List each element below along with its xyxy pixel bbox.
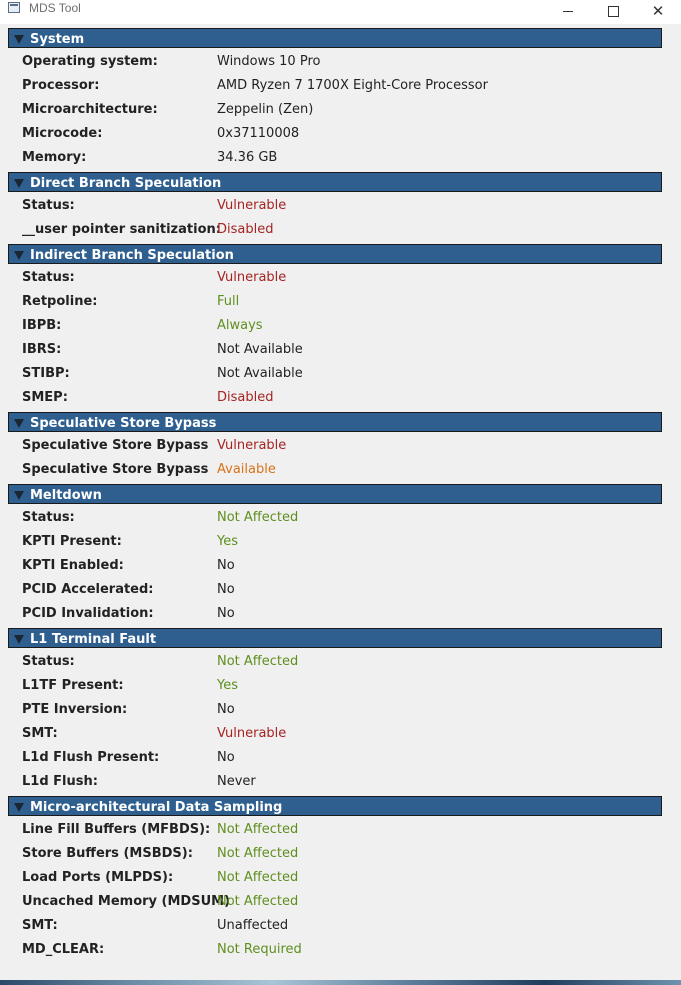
row-value: Available: [217, 462, 276, 477]
row-value: Windows 10 Pro: [217, 54, 321, 69]
row-value: Vulnerable: [217, 198, 287, 213]
collapse-arrow-icon[interactable]: [14, 179, 24, 188]
row-value: Not Affected: [217, 654, 299, 669]
collapse-arrow-icon[interactable]: [14, 635, 24, 644]
info-row: [0, 602, 681, 626]
section-header-1[interactable]: [8, 172, 662, 192]
row-label: Line Fill Buffers (MFBDS):: [22, 822, 211, 837]
row-value: Not Affected: [217, 846, 299, 861]
row-label: L1d Flush Present:: [22, 750, 160, 765]
row-label: Load Ports (MLPDS):: [22, 870, 174, 885]
info-row: [0, 938, 681, 962]
section-title: Indirect Branch Speculation: [30, 248, 234, 263]
row-label: STIBP:: [22, 366, 70, 381]
row-label: Speculative Store Bypass: [22, 438, 209, 453]
section-title: Direct Branch Speculation: [30, 176, 222, 191]
info-row: [0, 266, 681, 290]
title-bar: [0, 0, 681, 24]
info-row: [0, 98, 681, 122]
row-value: No: [217, 702, 235, 717]
row-value: No: [217, 750, 235, 765]
row-value: Yes: [217, 534, 238, 549]
row-value: Vulnerable: [217, 726, 287, 741]
row-label: Microcode:: [22, 126, 103, 141]
row-label: Memory:: [22, 150, 87, 165]
row-label: Processor:: [22, 78, 100, 93]
info-row: [0, 866, 681, 890]
row-value: Not Available: [217, 366, 303, 381]
row-label: Uncached Memory (MDSUM): [22, 894, 231, 909]
row-value: Disabled: [217, 390, 274, 405]
close-button[interactable]: [635, 0, 681, 22]
close-icon: ✕: [651, 1, 665, 20]
row-label: SMT:: [22, 918, 58, 933]
row-label: Retpoline:: [22, 294, 98, 309]
info-row: [0, 722, 681, 746]
info-row: [0, 218, 681, 242]
info-row: [0, 194, 681, 218]
window-title: MDS Tool: [29, 1, 81, 15]
maximize-button[interactable]: [590, 0, 636, 22]
info-row: [0, 146, 681, 170]
row-label: MD_CLEAR:: [22, 942, 105, 957]
report-panel: [0, 24, 681, 980]
row-label: L1TF Present:: [22, 678, 124, 693]
info-row: [0, 746, 681, 770]
section-header-2[interactable]: [8, 244, 662, 264]
row-label: IBPB:: [22, 318, 62, 333]
minimize-icon: [563, 11, 573, 12]
row-value: AMD Ryzen 7 1700X Eight-Core Processor: [217, 78, 488, 93]
row-label: SMEP:: [22, 390, 68, 405]
row-label: Operating system:: [22, 54, 158, 69]
row-label: IBRS:: [22, 342, 62, 357]
row-label: L1d Flush:: [22, 774, 98, 789]
section-header-0[interactable]: [8, 28, 662, 48]
info-row: [0, 530, 681, 554]
info-row: [0, 386, 681, 410]
info-row: [0, 914, 681, 938]
info-row: [0, 506, 681, 530]
section-header-6[interactable]: [8, 796, 662, 816]
section-title: Meltdown: [30, 488, 102, 503]
section-title: L1 Terminal Fault: [30, 632, 157, 647]
info-row: [0, 362, 681, 386]
row-label: KPTI Present:: [22, 534, 122, 549]
row-label: SMT:: [22, 726, 58, 741]
row-label: Microarchitecture:: [22, 102, 158, 117]
collapse-arrow-icon[interactable]: [14, 251, 24, 260]
info-row: [0, 122, 681, 146]
row-value: Never: [217, 774, 256, 789]
row-value: Full: [217, 294, 240, 309]
row-label: Store Buffers (MSBDS):: [22, 846, 193, 861]
row-label: Speculative Store Bypass: [22, 462, 209, 477]
desktop-background-strip: [0, 980, 681, 985]
info-row: [0, 314, 681, 338]
minimize-button[interactable]: [545, 0, 591, 22]
info-row: [0, 74, 681, 98]
info-row: [0, 818, 681, 842]
info-row: [0, 434, 681, 458]
section-header-3[interactable]: [8, 412, 662, 432]
collapse-arrow-icon[interactable]: [14, 803, 24, 812]
row-value: Always: [217, 318, 263, 333]
section-header-4[interactable]: [8, 484, 662, 504]
section-title: Micro-architectural Data Sampling: [30, 800, 283, 815]
row-value: Not Required: [217, 942, 302, 957]
info-row: [0, 890, 681, 914]
info-row: [0, 842, 681, 866]
section-title: System: [30, 32, 85, 47]
row-value: Yes: [217, 678, 238, 693]
row-value: 0x37110008: [217, 126, 300, 141]
row-label: Status:: [22, 198, 75, 213]
row-label: Status:: [22, 270, 75, 285]
row-value: No: [217, 558, 235, 573]
info-row: [0, 650, 681, 674]
row-value: Not Affected: [217, 870, 299, 885]
info-row: [0, 770, 681, 794]
row-label: PCID Invalidation:: [22, 606, 154, 621]
row-label: PTE Inversion:: [22, 702, 128, 717]
info-row: [0, 554, 681, 578]
collapse-arrow-icon[interactable]: [14, 35, 24, 44]
row-value: Not Available: [217, 342, 303, 357]
section-header-5[interactable]: [8, 628, 662, 648]
collapse-arrow-icon[interactable]: [14, 419, 24, 428]
row-value: Vulnerable: [217, 270, 287, 285]
row-label: Status:: [22, 654, 75, 669]
row-value: Not Affected: [217, 894, 299, 909]
info-row: [0, 674, 681, 698]
row-label: __user pointer sanitization:: [22, 222, 221, 237]
info-row: [0, 698, 681, 722]
info-row: [0, 578, 681, 602]
app-icon: [8, 2, 20, 13]
row-value: Not Affected: [217, 822, 299, 837]
row-value: Not Affected: [217, 510, 299, 525]
row-value: Vulnerable: [217, 438, 287, 453]
row-value: Disabled: [217, 222, 274, 237]
collapse-arrow-icon[interactable]: [14, 491, 24, 500]
row-value: No: [217, 582, 235, 597]
row-value: Zeppelin (Zen): [217, 102, 314, 117]
row-value: 34.36 GB: [217, 150, 278, 165]
info-row: [0, 290, 681, 314]
maximize-icon: [608, 6, 619, 17]
row-label: Status:: [22, 510, 75, 525]
row-value: No: [217, 606, 235, 621]
info-row: [0, 50, 681, 74]
row-label: PCID Accelerated:: [22, 582, 154, 597]
info-row: [0, 458, 681, 482]
info-row: [0, 338, 681, 362]
row-label: KPTI Enabled:: [22, 558, 124, 573]
row-value: Unaffected: [217, 918, 289, 933]
section-title: Speculative Store Bypass: [30, 416, 217, 431]
